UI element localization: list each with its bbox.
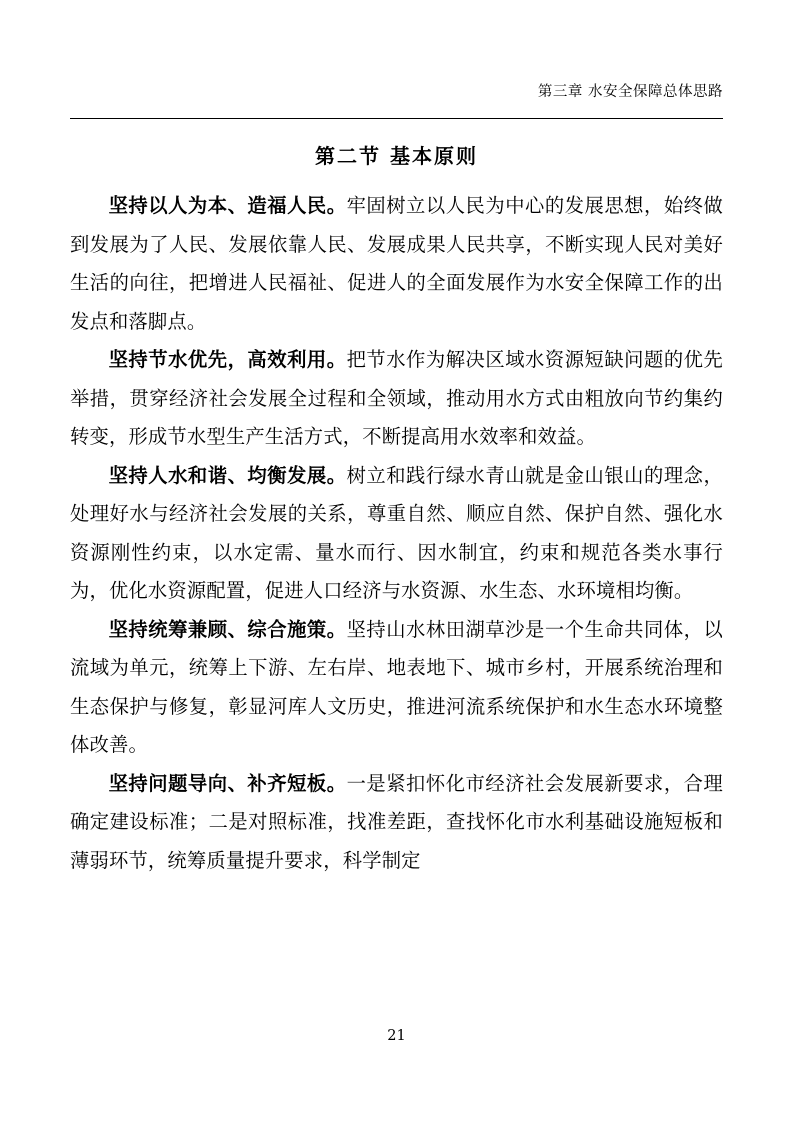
paragraph-3-lead: 坚持人水和谐、均衡发展。	[108, 463, 347, 487]
section-title: 第二节 基本原则	[315, 144, 478, 168]
paragraph-3	[70, 457, 723, 611]
paragraph-2-body: 把节水作为解决区域水资源短缺问题的优先举措，贯穿经济社会发展全过程和全领域，推动用水方式由粗放向节约集约转变，形成节水型生产生活方式，不断提高用水效率和效益。	[70, 348, 723, 448]
paragraph-5-body: 一是紧扣怀化市经济社会发展新要求，合理确定建设标准；二是对照标准，找准差距，查找怀化市水利基础设施短板和薄弱环节，统筹质量提升要求，科学制定	[70, 771, 723, 872]
paragraph-2	[70, 341, 723, 457]
paragraph-2-lead: 坚持节水优先，高效利用。	[108, 348, 347, 371]
page-number: 21	[387, 1028, 406, 1044]
page-content	[70, 140, 723, 880]
paragraph-5-lead: 坚持问题导向、补齐短板。	[108, 771, 347, 795]
paragraph-1	[70, 187, 723, 341]
header-divider	[70, 118, 723, 119]
paragraph-1-lead: 坚持以人为本、造福人民。	[108, 194, 347, 217]
running-header: 第三章 水安全保障总体思路	[537, 84, 723, 100]
paragraph-4-lead: 坚持统筹兼顾、综合施策。	[108, 617, 347, 641]
paragraph-5	[70, 765, 723, 881]
paragraph-1-body: 牢固树立以人民为中心的发展思想，始终做到发展为了人民、发展依靠人民、发展成果人民共享，不断实现人民对美好生活的向往，把增进人民福祉、促进人的全面发展作为水安全保障工作的出发点和落脚点。	[70, 194, 723, 333]
paragraph-4	[70, 611, 723, 765]
paragraph-4-body: 坚持山水林田湖草沙是一个生命共同体，以流域为单元，统筹上下游、左右岸、地表地下、城市乡村，开展系统治理和生态保护与修复，彰显河库人文历史，推进河流系统保护和水生态水环境整体改善。	[70, 617, 723, 756]
paragraph-3-body: 树立和践行绿水青山就是金山银山的理念，处理好水与经济社会发展的关系，尊重自然、顺应自然、保护自然、强化水资源刚性约束，以水定需、量水而行、因水制宜，约束和规范各类水事行为，优化水资源配置，促进人口经济与水资源、水生态、水环境相均衡。	[70, 463, 723, 602]
